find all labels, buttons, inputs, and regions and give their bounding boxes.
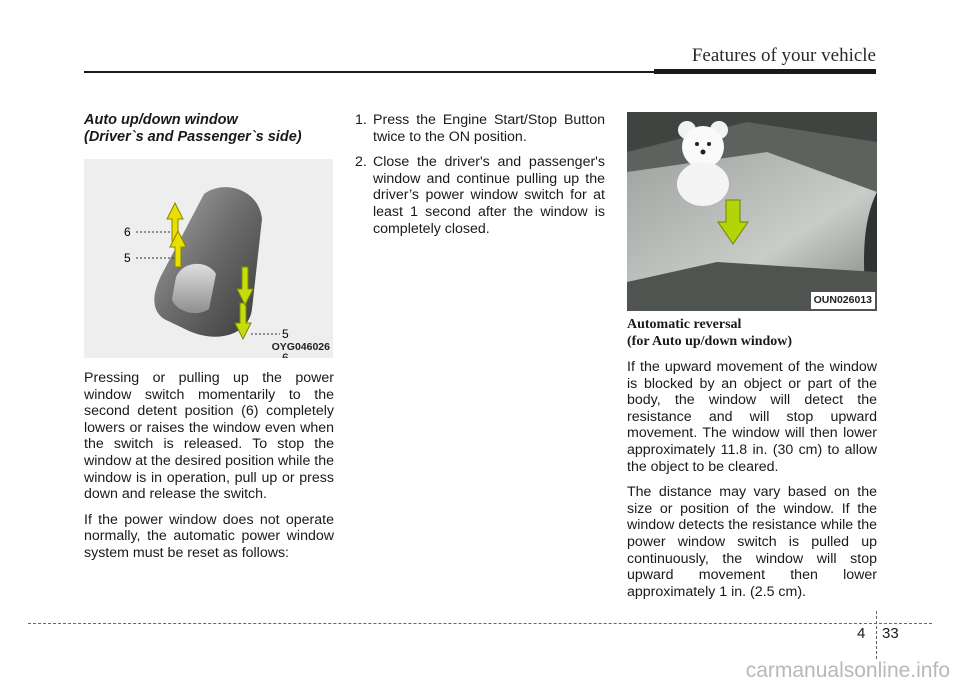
subtitle-line2: (for Auto up/down window): [627, 333, 793, 349]
chapter-number: 4: [857, 625, 866, 642]
label-up-6: 6: [124, 225, 131, 239]
right-paragraph-2: The distance may vary based on the size or position of the window. If the window detects the resistance while the power window switch is pulled up continuously, the window will stop upward movement then lower approximately 1 in. (2.5 cm).: [627, 484, 877, 600]
left-paragraph-2: If the power window does not operate normally, the automatic power window system must be reset as follows:: [84, 511, 334, 561]
section-title-line2: (Driver`s and Passenger`s side): [84, 129, 302, 145]
page-number: 33: [882, 625, 899, 642]
right-paragraph-1: If the upward movement of the window is blocked by an object or part of the body, the window will detect the resistance and will stop upward movement. The window will then lower approximately 11.8 in. (30 cm) to allow the object to be cleared.: [627, 359, 877, 475]
right-column: [627, 112, 877, 609]
step-number: 1.: [355, 112, 367, 128]
header-rule-thick: [654, 69, 876, 74]
figure-code: OYG046026: [271, 341, 330, 354]
step-item: [355, 112, 605, 145]
photo-code: OUN026013: [811, 292, 875, 309]
left-column: [84, 112, 334, 571]
footer-rule: [28, 623, 932, 624]
step-text: Press the Engine Start/Stop Button twice to the ON position.: [373, 112, 605, 145]
auto-reversal-title: [627, 317, 877, 350]
watermark: carmanualsonline.info: [745, 659, 950, 682]
label-down-5: 5: [282, 327, 289, 341]
label-down-6: 6: [282, 351, 289, 358]
window-photo: [627, 112, 877, 311]
reset-steps: [355, 112, 605, 237]
subtitle-line1: Automatic reversal: [627, 317, 742, 332]
teddy-bear-window-illustration: [627, 112, 877, 311]
middle-column: [355, 112, 605, 246]
step-text: Close the driver's and passenger's window and continue pulling up the driver’s power window switch for at least 1 second after the window is completely closed.: [373, 154, 605, 237]
section-title: [84, 112, 334, 146]
page-number-divider: [876, 611, 877, 659]
step-number: 2.: [355, 154, 367, 171]
header-rule-thin: [84, 71, 654, 73]
label-up-5: 5: [124, 251, 131, 265]
step-item: [355, 154, 605, 237]
window-switch-illustration: [84, 159, 333, 358]
header-title: Features of your vehicle: [691, 45, 876, 66]
section-title-line1: Auto up/down window: [84, 112, 238, 128]
switch-figure: [84, 159, 333, 358]
left-paragraph-1: Pressing or pulling up the power window switch momentarily to the second detent position (6) completely lowers or raises the window even when the switch is released. To stop the window at the desired position while the window is in operation, pull up or press down and release the switch.: [84, 370, 335, 503]
